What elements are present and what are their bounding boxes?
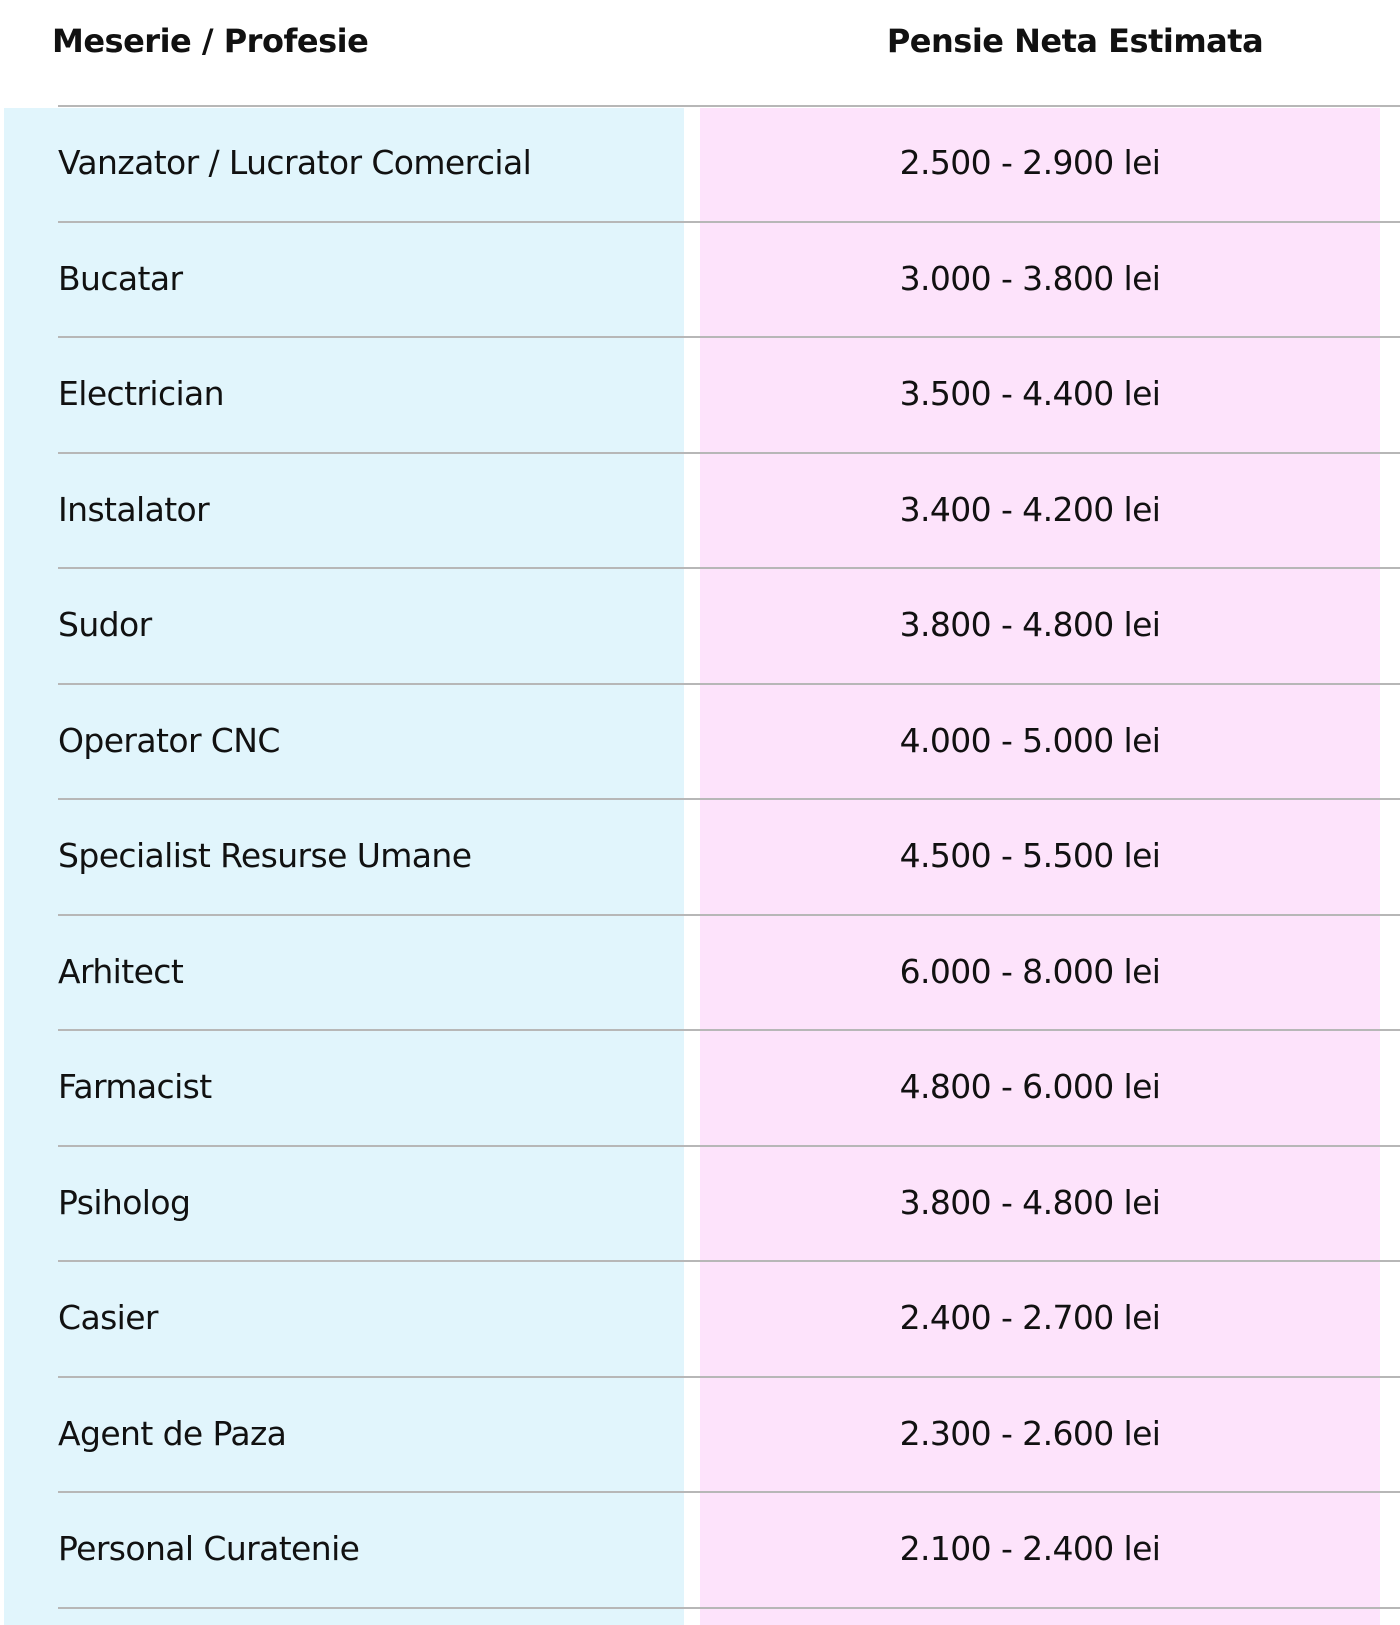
job-cell: Specialist Resurse Umane [58,836,472,875]
pension-cell: 4.000 - 5.000 lei [899,720,1161,760]
pension-cell: 2.100 - 2.400 lei [899,1529,1161,1568]
table-body [0,107,1400,1609]
job-cell: Instalator [58,489,210,529]
job-cell: Casier [58,1298,158,1337]
job-cell: Vanzator / Lucrator Comercial [58,143,532,182]
job-cell: Bucatar [58,258,183,298]
pension-cell: 4.800 - 6.000 lei [899,1067,1161,1106]
job-cell: Farmacist [58,1067,212,1106]
table-row [0,1378,1400,1494]
pension-cell: 3.500 - 4.400 lei [899,374,1161,413]
table-row [0,223,1400,339]
pension-cell: 3.800 - 4.800 lei [899,1182,1161,1222]
table-row [0,569,1400,685]
pension-cell: 3.000 - 3.800 lei [899,258,1161,298]
table-row [0,1031,1400,1147]
pension-cell: 4.500 - 5.500 lei [899,836,1161,875]
job-cell: Operator CNC [58,720,280,760]
row-divider [58,1607,1400,1609]
job-cell: Personal Curatenie [58,1529,360,1568]
job-cell: Psiholog [58,1182,191,1222]
job-cell: Agent de Paza [58,1413,287,1453]
table-row [0,107,1400,223]
table-row [0,1147,1400,1263]
pension-cell: 6.000 - 8.000 lei [899,951,1161,991]
table-row [0,800,1400,916]
table-row [0,685,1400,801]
job-cell: Arhitect [58,951,184,991]
pension-cell: 2.300 - 2.600 lei [899,1413,1161,1453]
table-header [0,0,1400,107]
table-row [0,916,1400,1032]
pension-cell: 2.400 - 2.700 lei [899,1298,1161,1337]
job-cell: Sudor [58,605,152,644]
table-row [0,338,1400,454]
pension-column-header: Pensie Neta Estimata [886,22,1264,60]
pension-cell: 3.800 - 4.800 lei [899,605,1161,644]
table-row [0,1262,1400,1378]
table-row [0,1493,1400,1609]
pension-cell: 3.400 - 4.200 lei [899,489,1161,529]
job-column-header: Meserie / Profesie [52,22,369,60]
job-cell: Electrician [58,374,224,413]
pension-cell: 2.500 - 2.900 lei [899,143,1161,182]
table-row [0,454,1400,570]
